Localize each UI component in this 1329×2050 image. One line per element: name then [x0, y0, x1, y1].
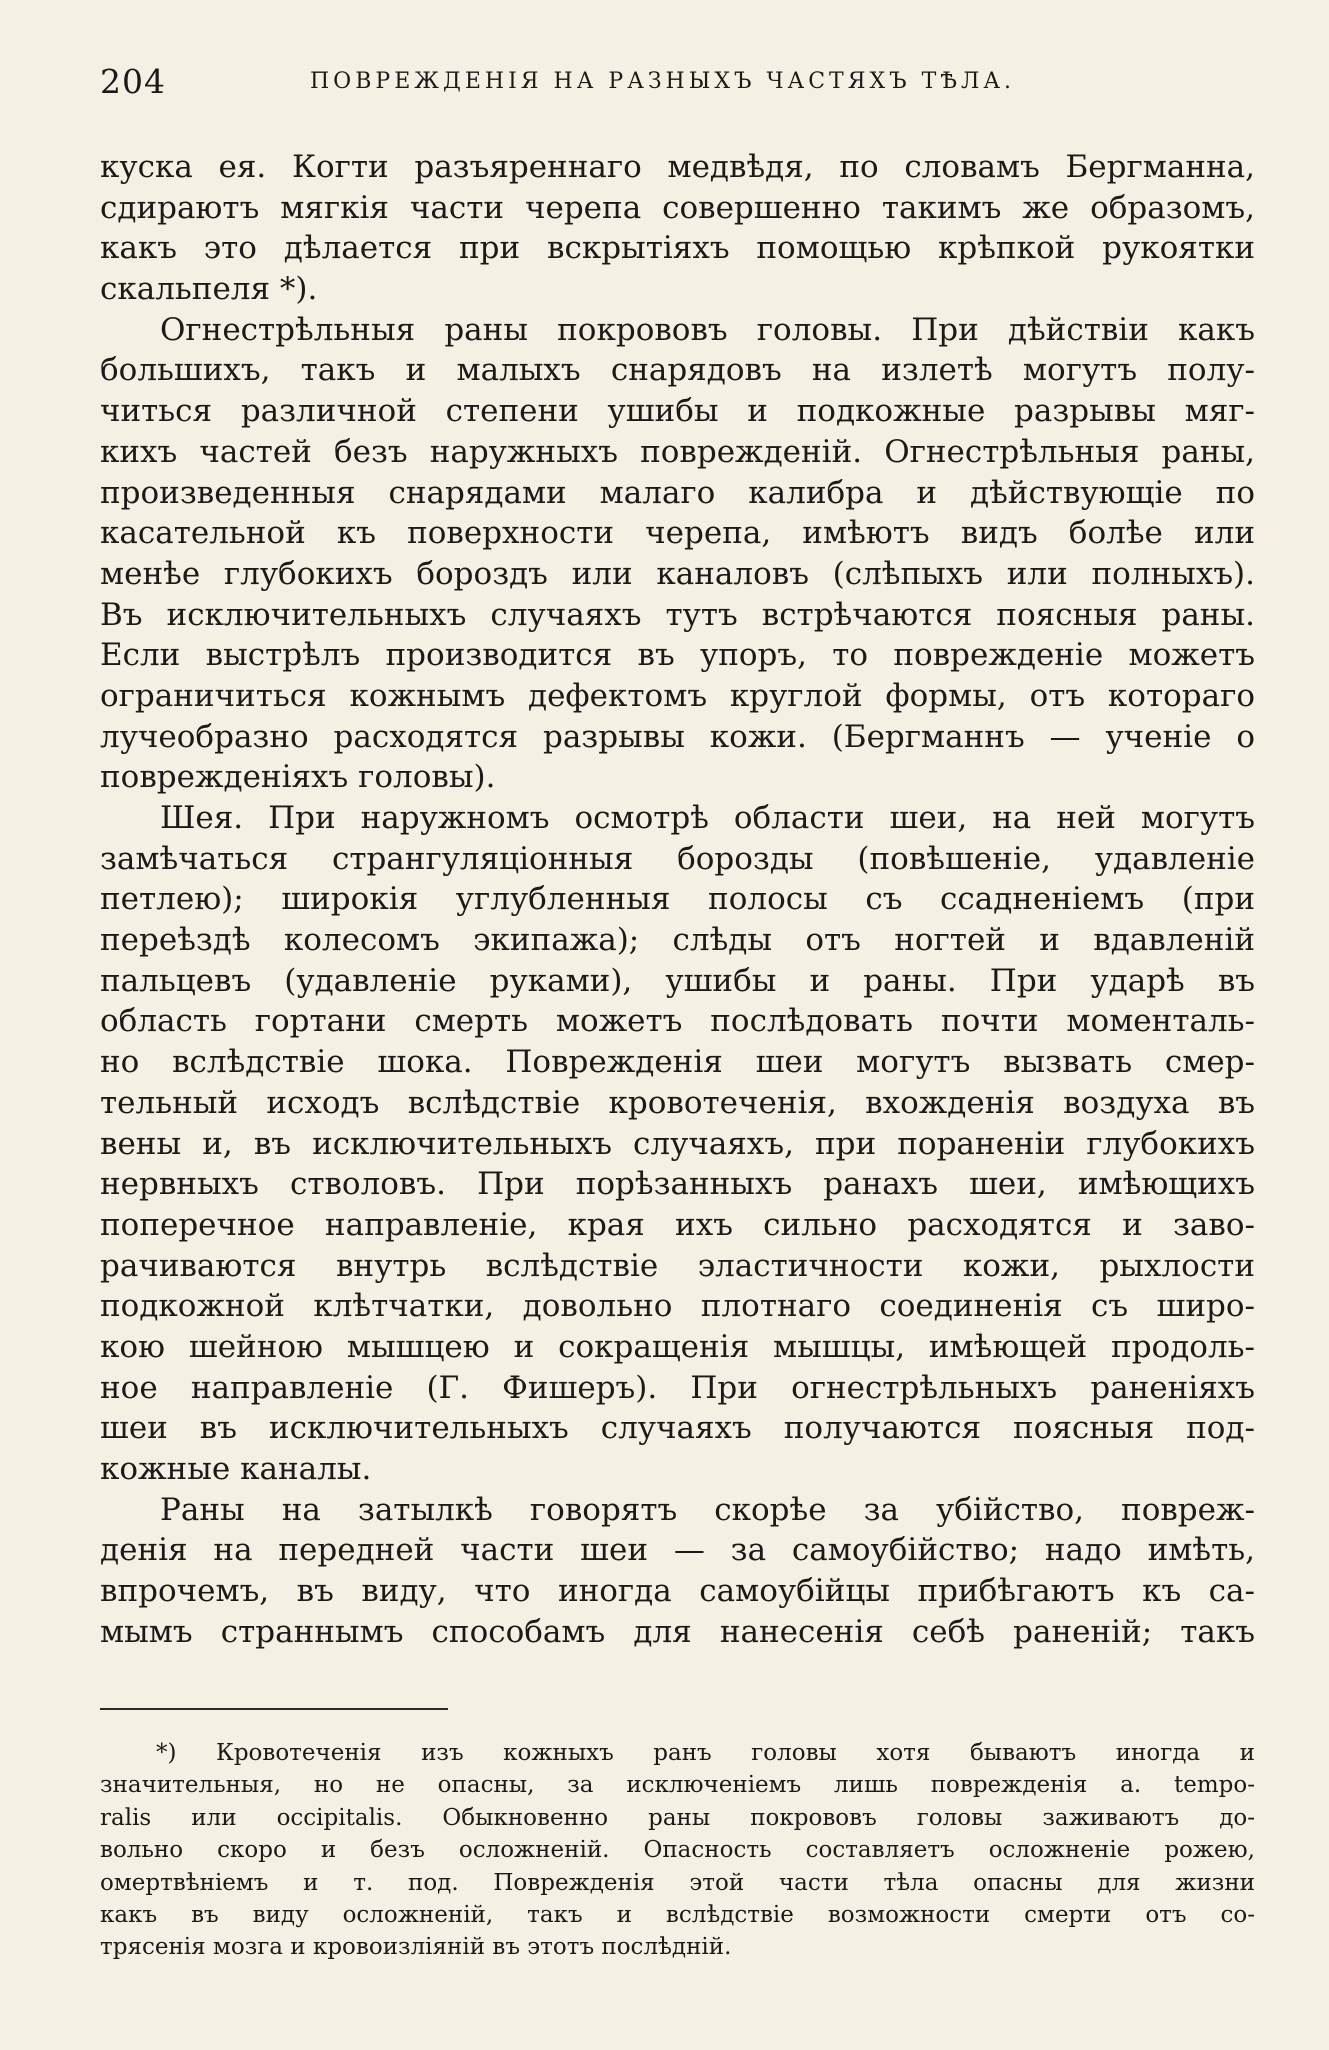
footnote-line: значительныя, но не опасны, за исключеніемъ лишь поврежденія a. tempo-	[100, 1772, 1255, 1799]
text-line: переѣздѣ колесомъ экипажа); слѣды отъ ногтей и вдавленій	[100, 922, 1255, 959]
text-line: куска ея. Когти разъяреннаго медвѣдя, по словамъ Бергманна,	[100, 149, 1255, 185]
footnote	[100, 1737, 1255, 1964]
text-line: подкожной клѣтчатки, довольно плотнаго соединенія съ широ-	[100, 1288, 1255, 1325]
text-line: тельный исходъ вслѣдствіе кровотеченія, вхожденія воздуха въ	[100, 1084, 1255, 1121]
text-line: касательной къ поверхности черепа, имѣютъ видъ болѣе или	[100, 515, 1255, 552]
text-line: ограничиться кожнымъ дефектомъ круглой формы, отъ котораго	[100, 677, 1255, 714]
text-line: скальпеля *).	[100, 271, 318, 308]
text-line: Огнестрѣльныя раны покрововъ головы. При дѣйствіи какъ	[160, 311, 1255, 348]
footnote-line: какъ въ виду осложненій, такъ и вслѣдствіе возможности смерти отъ со-	[100, 1901, 1255, 1928]
text-line: мымъ страннымъ способамъ для нанесенія себѣ раненій; такъ	[100, 1613, 1255, 1650]
page-number: 204	[100, 62, 166, 101]
text-line: замѣчаться странгуляціонныя борозды (повѣшеніе, удавленіе	[100, 840, 1255, 877]
paragraph	[100, 1490, 1255, 1653]
text-line: денія на передней части шеи — за самоубійство; надо имѣть,	[100, 1532, 1255, 1569]
text-line: пальцевъ (удавленіе руками), ушибы и раны. При ударѣ въ	[100, 962, 1255, 999]
text-line: произведенныя снарядами малаго калибра и дѣйствующіе по	[100, 474, 1255, 511]
paragraph	[100, 147, 1255, 310]
footnote-line: вольно скоро и безъ осложненій. Опасность составляетъ осложненіе рожею,	[100, 1837, 1255, 1864]
footnote-line: омертвѣніемъ и т. под. Поврежденія этой части тѣла опасны для жизни	[100, 1869, 1255, 1896]
text-line: Раны на затылкѣ говорятъ скорѣе за убійство, повреж-	[160, 1491, 1255, 1528]
text-line: поперечное направленіе, края ихъ сильно расходятся и заво-	[100, 1206, 1255, 1243]
paragraph	[100, 798, 1255, 1490]
text-line: кихъ частей безъ наружныхъ поврежденій. Огнестрѣльныя раны,	[100, 433, 1255, 470]
text-line: кожные каналы.	[100, 1451, 372, 1487]
text-line: менѣе глубокихъ бороздъ или каналовъ (слѣпыхъ или полныхъ).	[100, 555, 1255, 592]
page-header	[100, 60, 1260, 104]
text-line: нервныхъ стволовъ. При порѣзанныхъ ранахъ шеи, имѣющихъ	[100, 1166, 1255, 1203]
text-line: поврежденіяхъ головы).	[100, 759, 496, 796]
text-line: Если выстрѣлъ производится въ упоръ, то поврежденіе можетъ	[100, 637, 1255, 674]
text-line: Въ исключительныхъ случаяхъ тутъ встрѣчаются поясныя раны.	[100, 596, 1255, 633]
text-line: большихъ, такъ и малыхъ снарядовъ на излетѣ могутъ полу-	[100, 352, 1255, 389]
text-line: вены и, въ исключительныхъ случаяхъ, при пораненіи глубокихъ	[100, 1125, 1255, 1162]
text-line: область гортани смерть можетъ послѣдовать почти моменталь-	[100, 1003, 1255, 1040]
text-line: ное направленіе (Г. Фишеръ). При огнестрѣльныхъ раненіяхъ	[100, 1369, 1255, 1406]
footnote-line: *) Кровотеченія изъ кожныхъ ранъ головы хотя бываютъ иногда и	[156, 1740, 1255, 1766]
paragraph	[100, 310, 1255, 798]
text-line: петлею); широкія углубленныя полосы съ ссадненіемъ (при	[100, 881, 1255, 918]
text-line: какъ это дѣлается при вскрытіяхъ помощью крѣпкой рукоятки	[100, 230, 1255, 267]
text-line: но вслѣдствіе шока. Поврежденія шеи могутъ вызвать смер-	[100, 1044, 1255, 1081]
text-line: впрочемъ, въ виду, что иногда самоубійцы прибѣгаютъ къ са-	[100, 1573, 1255, 1610]
running-title: ПОВРЕЖДЕНІЯ НА РАЗНЫХЪ ЧАСТЯХЪ ТѢЛА.	[310, 69, 1016, 94]
text-line: кою шейною мышцею и сокращенія мышцы, имѣющей продоль-	[100, 1328, 1255, 1365]
footnote-line: ralis или occipitalis. Обыкновенно раны покрововъ головы заживаютъ до-	[100, 1804, 1255, 1831]
text-line: лучеобразно расходятся разрывы кожи. (Бергманнъ — ученіе о	[100, 718, 1255, 755]
main-text	[100, 147, 1255, 1652]
footnote-line: трясенія мозга и кровоизліяній въ этотъ послѣдній.	[100, 1934, 732, 1961]
footnote-divider	[100, 1708, 448, 1710]
text-line: читься различной степени ушибы и подкожные разрывы мяг-	[100, 393, 1255, 430]
text-line: Шея. При наружномъ осмотрѣ области шеи, на ней могутъ	[160, 800, 1255, 836]
text-line: рачиваются внутрь вслѣдствіе эластичности кожи, рыхлости	[100, 1247, 1255, 1284]
text-line: сдираютъ мягкія части черепа совершенно такимъ же образомъ,	[100, 189, 1255, 226]
text-line: шеи въ исключительныхъ случаяхъ получаются поясныя под-	[100, 1410, 1255, 1447]
